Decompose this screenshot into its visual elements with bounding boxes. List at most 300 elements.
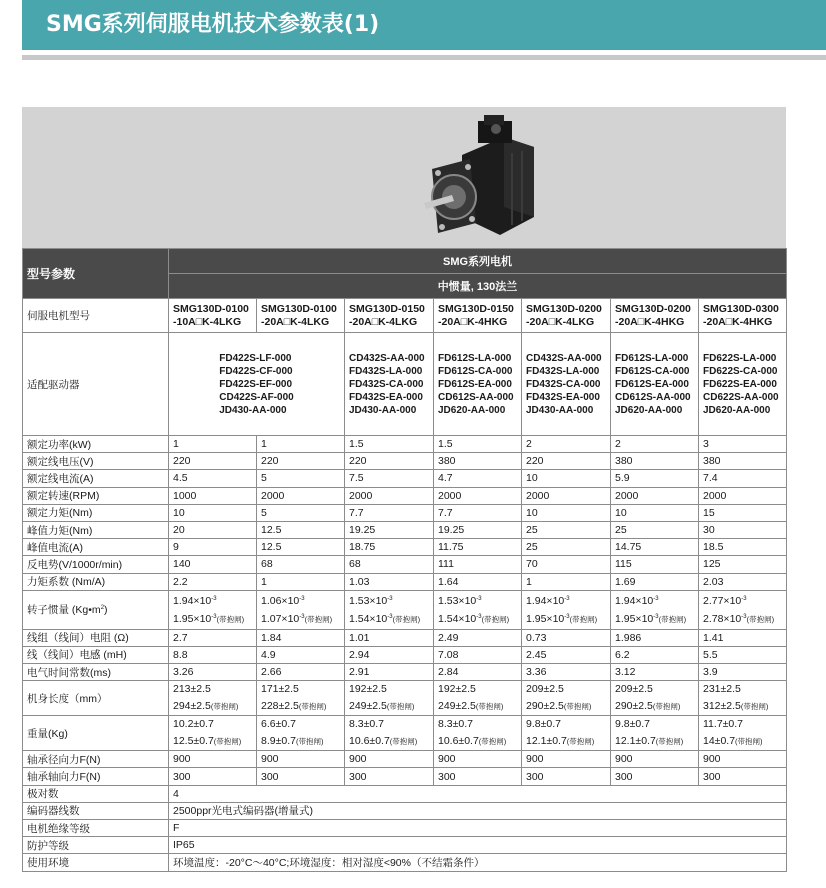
cell-value: 10	[522, 504, 611, 521]
cell-value: 18.75	[345, 539, 434, 556]
length-cell	[699, 681, 787, 716]
cell-value: 5	[257, 504, 345, 521]
cell-value: 7.08	[434, 646, 522, 663]
cell-value: 5.5	[699, 646, 787, 663]
driver-model: JD430-AA-000	[219, 404, 287, 416]
cell-value: 18.5	[699, 539, 787, 556]
driver-model: FD432S-CA-000	[526, 378, 601, 390]
table-row	[23, 436, 787, 453]
model-cell	[345, 299, 434, 333]
length-brake-value: 249±2.5(带抱闸)	[349, 699, 415, 712]
brake-note: (带抱闸)	[213, 736, 242, 746]
weight-cell	[522, 716, 611, 751]
page-title: SMG系列伺服电机技术参数表(1)	[22, 0, 826, 50]
cell-value: 3.12	[611, 664, 699, 681]
driver-model: JD620-AA-000	[615, 404, 683, 416]
driver-list	[611, 333, 699, 436]
weight-cell	[611, 716, 699, 751]
driver-model: CD422S-AF-000	[219, 391, 294, 403]
table-row	[23, 820, 787, 837]
cell-value: 7.7	[345, 504, 434, 521]
brake-note: (带抱闸)	[304, 615, 333, 625]
inertia-exp: -3	[741, 595, 747, 602]
length-cell	[257, 681, 345, 716]
cell-value: 300	[434, 768, 522, 785]
cell-value: 4	[169, 785, 787, 802]
length-brake-value: 294±2.5(带抱闸)	[173, 699, 239, 712]
driver-model: JD620-AA-000	[438, 404, 506, 416]
brake-note: (带抱闸)	[658, 615, 687, 625]
inertia-exp: -3	[741, 614, 747, 621]
row-label: 防护等级	[23, 837, 169, 854]
inertia-brake-value: $1.95\times 10^{-3}$(带抱闸)	[526, 613, 598, 626]
model-text: -20A□K-4HKG	[615, 315, 685, 328]
inertia-value: $1.53\times 10^{-3}$	[438, 594, 482, 607]
cell-value: 30	[699, 521, 787, 538]
brake-note: (带抱闸)	[216, 615, 245, 625]
brake-note: (带抱闸)	[386, 701, 415, 711]
cell-value: 25	[522, 539, 611, 556]
brake-note: (带抱闸)	[569, 615, 598, 625]
brake-note: (带抱闸)	[563, 701, 592, 711]
weight-cell	[257, 716, 345, 751]
cell-value: 1	[257, 436, 345, 453]
table-row	[23, 521, 787, 538]
table-row	[23, 646, 787, 663]
row-label: 极对数	[23, 785, 169, 802]
cell-value: 1.986	[611, 629, 699, 646]
driver-model: FD432S-LA-000	[526, 365, 600, 377]
driver-list-inner	[219, 352, 293, 417]
brake-note: (带抱闸)	[746, 615, 775, 625]
cell-value: 5	[257, 470, 345, 487]
cell-value: 900	[345, 751, 434, 768]
table-row	[23, 539, 787, 556]
cell-value: 900	[522, 751, 611, 768]
model-text: SMG130D-0150	[349, 302, 425, 315]
header-subseries: 中惯量, 130法兰	[169, 274, 787, 299]
cell-value: IP65	[169, 837, 787, 854]
brake-note: (带抱闸)	[735, 736, 763, 746]
cell-value: 6.2	[611, 646, 699, 663]
row-label-weight: 重量(Kg)	[23, 716, 169, 751]
weight-cell	[699, 716, 787, 751]
inertia-brake-value: $1.95\times 10^{-3}$(带抱闸)	[615, 613, 687, 626]
cell-value: 2000	[434, 487, 522, 504]
model-text: -20A□K-4LKG	[526, 315, 595, 328]
driver-model: FD622S-EA-000	[703, 378, 777, 390]
cell-value: 1.84	[257, 629, 345, 646]
cell-value: 2000	[699, 487, 787, 504]
driver-list	[434, 333, 522, 436]
weight-brake-value: 14±0.7(带抱闸)	[703, 734, 763, 747]
driver-list-inner	[526, 352, 602, 417]
inertia-exp: -3	[211, 614, 217, 621]
cell-value: 1.41	[699, 629, 787, 646]
table-row	[23, 573, 787, 590]
driver-model: FD622S-LA-000	[703, 352, 777, 364]
length-value: 209±2.5	[615, 683, 653, 696]
cell-value: 900	[611, 751, 699, 768]
cell-value: 1	[257, 573, 345, 590]
cell-value: 25	[611, 521, 699, 538]
model-text: SMG130D-0100	[173, 302, 249, 315]
cell-value: 2.84	[434, 664, 522, 681]
driver-model: FD612S-LA-000	[615, 352, 689, 364]
table-row	[23, 768, 787, 785]
inertia-exp: -3	[387, 614, 393, 621]
model-text: -20A□K-4HKG	[438, 315, 508, 328]
weight-brake-value: 12.1±0.7(带抱闸)	[615, 734, 684, 747]
driver-model: JD430-AA-000	[526, 404, 594, 416]
inertia-exp: -3	[476, 595, 482, 602]
weight-value: 8.3±0.7	[438, 718, 473, 731]
cell-value: 0.73	[522, 629, 611, 646]
table-row	[23, 556, 787, 573]
cell-value: 25	[522, 521, 611, 538]
cell-value: 220	[522, 453, 611, 470]
inertia-value: $1.94\times 10^{-3}$	[173, 594, 217, 607]
cell-value: 2.45	[522, 646, 611, 663]
weight-brake-value: 12.1±0.7(带抱闸)	[526, 734, 595, 747]
cell-value: 9	[169, 539, 257, 556]
weight-value: 11.7±0.7	[703, 718, 744, 731]
length-cell	[522, 681, 611, 716]
cell-value: 125	[699, 556, 787, 573]
inertia-value: $2.77\times 10^{-3}$	[703, 594, 747, 607]
length-brake-value: 249±2.5(带抱闸)	[438, 699, 504, 712]
model-cell	[522, 299, 611, 333]
cell-value: 19.25	[434, 521, 522, 538]
row-label-inertia: 转子惯量 $(Kg•m^2)$	[23, 590, 169, 629]
row-label: 额定功率(kW)	[23, 436, 169, 453]
table-row	[23, 470, 787, 487]
inertia-exp: -3	[299, 614, 305, 621]
cell-value: 300	[699, 768, 787, 785]
spec-table	[22, 248, 787, 872]
cell-value: 4.9	[257, 646, 345, 663]
length-brake-value: 290±2.5(带抱闸)	[526, 699, 592, 712]
weight-cell	[434, 716, 522, 751]
cell-value: F	[169, 820, 787, 837]
row-label: 额定线电流(A)	[23, 470, 169, 487]
cell-value: 4.5	[169, 470, 257, 487]
row-label-model: 伺服电机型号	[23, 299, 169, 333]
driver-model: FD612S-CA-000	[438, 365, 513, 377]
driver-model: FD422S-EF-000	[219, 378, 293, 390]
weight-value: 8.3±0.7	[349, 718, 384, 731]
driver-model: FD432S-EA-000	[526, 391, 600, 403]
weight-value: 9.8±0.7	[615, 718, 650, 731]
table-row	[23, 802, 787, 819]
cell-value: 7.4	[699, 470, 787, 487]
inertia-value: $1.94\times 10^{-3}$	[615, 594, 659, 607]
driver-model: FD612S-LA-000	[438, 352, 512, 364]
cell-value: 300	[522, 768, 611, 785]
driver-list-inner	[438, 352, 514, 417]
servo-motor-icon	[22, 107, 786, 248]
row-label: 反电势(V/1000r/min)	[23, 556, 169, 573]
row-label: 峰值电流(A)	[23, 539, 169, 556]
brake-note: (带抱闸)	[389, 736, 418, 746]
cell-value: 2000	[522, 487, 611, 504]
cell-value: 68	[257, 556, 345, 573]
cell-value: 900	[257, 751, 345, 768]
cell-value: 2.03	[699, 573, 787, 590]
length-value: 171±2.5	[261, 683, 299, 696]
inertia-brake-value: $1.54\times 10^{-3}$(带抱闸)	[438, 613, 510, 626]
cell-value: 220	[345, 453, 434, 470]
table-row	[23, 629, 787, 646]
cell-value: 300	[169, 768, 257, 785]
length-value: 213±2.5	[173, 683, 211, 696]
inertia-exp: -3	[387, 595, 393, 602]
brake-note: (带抱闸)	[295, 736, 324, 746]
inertia-exp: -3	[653, 614, 659, 621]
driver-model: FD612S-CA-000	[615, 365, 690, 377]
row-label: 编码器线数	[23, 802, 169, 819]
cell-value: 11.75	[434, 539, 522, 556]
inertia-brake-value: $1.54\times 10^{-3}$(带抱闸)	[349, 613, 421, 626]
cell-value: 1000	[169, 487, 257, 504]
cell-value: 115	[611, 556, 699, 573]
length-cell	[345, 681, 434, 716]
row-label: 电气时间常数(ms)	[23, 664, 169, 681]
cell-value: 2.7	[169, 629, 257, 646]
row-label: 线组（线间）电阻 (Ω)	[23, 629, 169, 646]
model-text: -20A□K-4LKG	[261, 315, 330, 328]
brake-note: (带抱闸)	[478, 736, 507, 746]
cell-value: 2.66	[257, 664, 345, 681]
length-brake-value: 290±2.5(带抱闸)	[615, 699, 681, 712]
cell-value: 220	[257, 453, 345, 470]
row-label: 使用环境	[23, 854, 169, 871]
cell-value: 1.64	[434, 573, 522, 590]
cell-value: 1.5	[345, 436, 434, 453]
cell-value: 8.8	[169, 646, 257, 663]
cell-value: 68	[345, 556, 434, 573]
length-brake-value: 228±2.5(带抱闸)	[261, 699, 327, 712]
cell-value: 900	[699, 751, 787, 768]
inertia-exp: -3	[564, 614, 570, 621]
cell-value: 2000	[611, 487, 699, 504]
cell-value: 7.5	[345, 470, 434, 487]
row-label: 力矩系数 (Nm/A)	[23, 573, 169, 590]
weight-cell	[345, 716, 434, 751]
driver-model: JD620-AA-000	[703, 404, 771, 416]
cell-value: 2	[611, 436, 699, 453]
cell-value: 2500ppr光电式编码器(增量式)	[169, 802, 787, 819]
cell-value: 3.26	[169, 664, 257, 681]
driver-list-inner	[703, 352, 779, 417]
inertia-exp: -3	[476, 614, 482, 621]
brake-note: (带抱闸)	[740, 701, 769, 711]
length-value: 192±2.5	[438, 683, 476, 696]
model-cell	[611, 299, 699, 333]
table-row	[23, 453, 787, 470]
cell-value: 900	[169, 751, 257, 768]
cell-value: 10	[169, 504, 257, 521]
table-row	[23, 854, 787, 871]
cell-value: 380	[611, 453, 699, 470]
model-text: SMG130D-0200	[526, 302, 602, 315]
length-value: 231±2.5	[703, 683, 741, 696]
inertia-exp: -3	[653, 595, 659, 602]
cell-value: 12.5	[257, 539, 345, 556]
row-label: 额定转速(RPM)	[23, 487, 169, 504]
driver-list	[699, 333, 787, 436]
model-text: -20A□K-4LKG	[349, 315, 418, 328]
cell-value: 900	[434, 751, 522, 768]
inertia-value: $1.06\times 10^{-3}$	[261, 594, 305, 607]
model-cell	[699, 299, 787, 333]
driver-list-inner	[615, 352, 691, 417]
row-label: 轴承轴向力F(N)	[23, 768, 169, 785]
cell-value: 1.03	[345, 573, 434, 590]
cell-value: 20	[169, 521, 257, 538]
brake-note: (带抱闸)	[481, 615, 510, 625]
inertia-exp: -3	[299, 595, 305, 602]
brake-note: (带抱闸)	[655, 736, 684, 746]
model-cell	[257, 299, 345, 333]
title-divider	[22, 55, 826, 60]
cell-value: 1.69	[611, 573, 699, 590]
row-label: 额定力矩(Nm)	[23, 504, 169, 521]
driver-list	[345, 333, 434, 436]
driver-model: CD432S-AA-000	[526, 352, 602, 364]
cell-value: 380	[434, 453, 522, 470]
table-row	[23, 664, 787, 681]
cell-value: 300	[257, 768, 345, 785]
model-text: SMG130D-0200	[615, 302, 691, 315]
weight-brake-value: 8.9±0.7(带抱闸)	[261, 734, 324, 747]
cell-value: 3.9	[699, 664, 787, 681]
inertia-cell	[345, 590, 434, 629]
driver-model: FD432S-LA-000	[349, 365, 423, 377]
row-label: 峰值力矩(Nm)	[23, 521, 169, 538]
weight-brake-value: 10.6±0.7(带抱闸)	[438, 734, 507, 747]
driver-model: FD422S-CF-000	[219, 365, 293, 377]
driver-model: FD432S-CA-000	[349, 378, 424, 390]
weight-value: 6.6±0.7	[261, 718, 296, 731]
cell-value: 10	[611, 504, 699, 521]
cell-value: 15	[699, 504, 787, 521]
inertia-exp: -3	[564, 595, 570, 602]
model-text: SMG130D-0300	[703, 302, 779, 315]
inertia-cell	[522, 590, 611, 629]
inertia-exp: -3	[211, 595, 217, 602]
inertia-value: $1.53\times 10^{-3}$	[349, 594, 393, 607]
driver-model: JD430-AA-000	[349, 404, 417, 416]
cell-value: 10	[522, 470, 611, 487]
row-label: 电机绝缘等级	[23, 820, 169, 837]
cell-value: 111	[434, 556, 522, 573]
driver-list	[522, 333, 611, 436]
cell-value: 300	[345, 768, 434, 785]
length-cell	[169, 681, 257, 716]
brake-note: (带抱闸)	[475, 701, 504, 711]
weight-value: 10.2±0.7	[173, 718, 214, 731]
table-row	[23, 785, 787, 802]
cell-value: 3	[699, 436, 787, 453]
driver-model: FD432S-EA-000	[349, 391, 423, 403]
inertia-brake-value: $1.95\times 10^{-3}$(带抱闸)	[173, 613, 245, 626]
model-text: SMG130D-0150	[438, 302, 514, 315]
model-text: -20A□K-4HKG	[703, 315, 773, 328]
table-row	[23, 487, 787, 504]
brake-note: (带抱闸)	[210, 701, 239, 711]
length-value: 192±2.5	[349, 683, 387, 696]
cell-value: 70	[522, 556, 611, 573]
driver-model: FD612S-EA-000	[438, 378, 512, 390]
brake-note: (带抱闸)	[566, 736, 595, 746]
driver-model: CD622S-AA-000	[703, 391, 779, 403]
driver-model: CD612S-AA-000	[615, 391, 691, 403]
cell-value: 220	[169, 453, 257, 470]
cell-value: 19.25	[345, 521, 434, 538]
inertia-brake-value: $2.78\times 10^{-3}$(带抱闸)	[703, 613, 775, 626]
length-cell	[434, 681, 522, 716]
model-cell	[434, 299, 522, 333]
table-row	[23, 751, 787, 768]
length-value: 209±2.5	[526, 683, 564, 696]
cell-value: 1	[522, 573, 611, 590]
weight-cell	[169, 716, 257, 751]
table-row	[23, 837, 787, 854]
length-brake-value: 312±2.5(带抱闸)	[703, 699, 769, 712]
cell-value: 3.36	[522, 664, 611, 681]
driver-model: FD612S-EA-000	[615, 378, 689, 390]
cell-value: 1.01	[345, 629, 434, 646]
cell-value: 380	[699, 453, 787, 470]
brake-note: (带抱闸)	[652, 701, 681, 711]
row-label: 轴承径向力F(N)	[23, 751, 169, 768]
inertia-brake-value: $1.07\times 10^{-3}$(带抱闸)	[261, 613, 333, 626]
cell-value: 环境温度：-20°C～40°C;环境湿度：相对湿度<90%（不结霜条件）	[169, 854, 787, 871]
row-label: 线（线间）电感 (mH)	[23, 646, 169, 663]
weight-brake-value: 10.6±0.7(带抱闸)	[349, 734, 418, 747]
header-series: SMG系列电机	[169, 249, 787, 274]
driver-list	[169, 333, 345, 436]
cell-value: 2.94	[345, 646, 434, 663]
cell-value: 2	[522, 436, 611, 453]
driver-list-inner	[349, 352, 425, 417]
inertia-cell	[611, 590, 699, 629]
driver-model: FD622S-CA-000	[703, 365, 778, 377]
weight-brake-value: 12.5±0.7(带抱闸)	[173, 734, 242, 747]
cell-value: 5.9	[611, 470, 699, 487]
row-label-driver: 适配驱动器	[23, 333, 169, 436]
inertia-value: $1.94\times 10^{-3}$	[526, 594, 570, 607]
inertia-cell	[434, 590, 522, 629]
cell-value: 4.7	[434, 470, 522, 487]
driver-model: CD432S-AA-000	[349, 352, 425, 364]
brake-note: (带抱闸)	[298, 701, 327, 711]
cell-value: 2000	[345, 487, 434, 504]
cell-value: 14.75	[611, 539, 699, 556]
brake-note: (带抱闸)	[392, 615, 421, 625]
table-row	[23, 504, 787, 521]
cell-value: 1	[169, 436, 257, 453]
cell-value: 7.7	[434, 504, 522, 521]
cell-value: 2.91	[345, 664, 434, 681]
weight-value: 9.8±0.7	[526, 718, 561, 731]
cell-value: 140	[169, 556, 257, 573]
inertia-cell	[699, 590, 787, 629]
model-cell	[169, 299, 257, 333]
inertia-cell	[169, 590, 257, 629]
cell-value: 2.2	[169, 573, 257, 590]
